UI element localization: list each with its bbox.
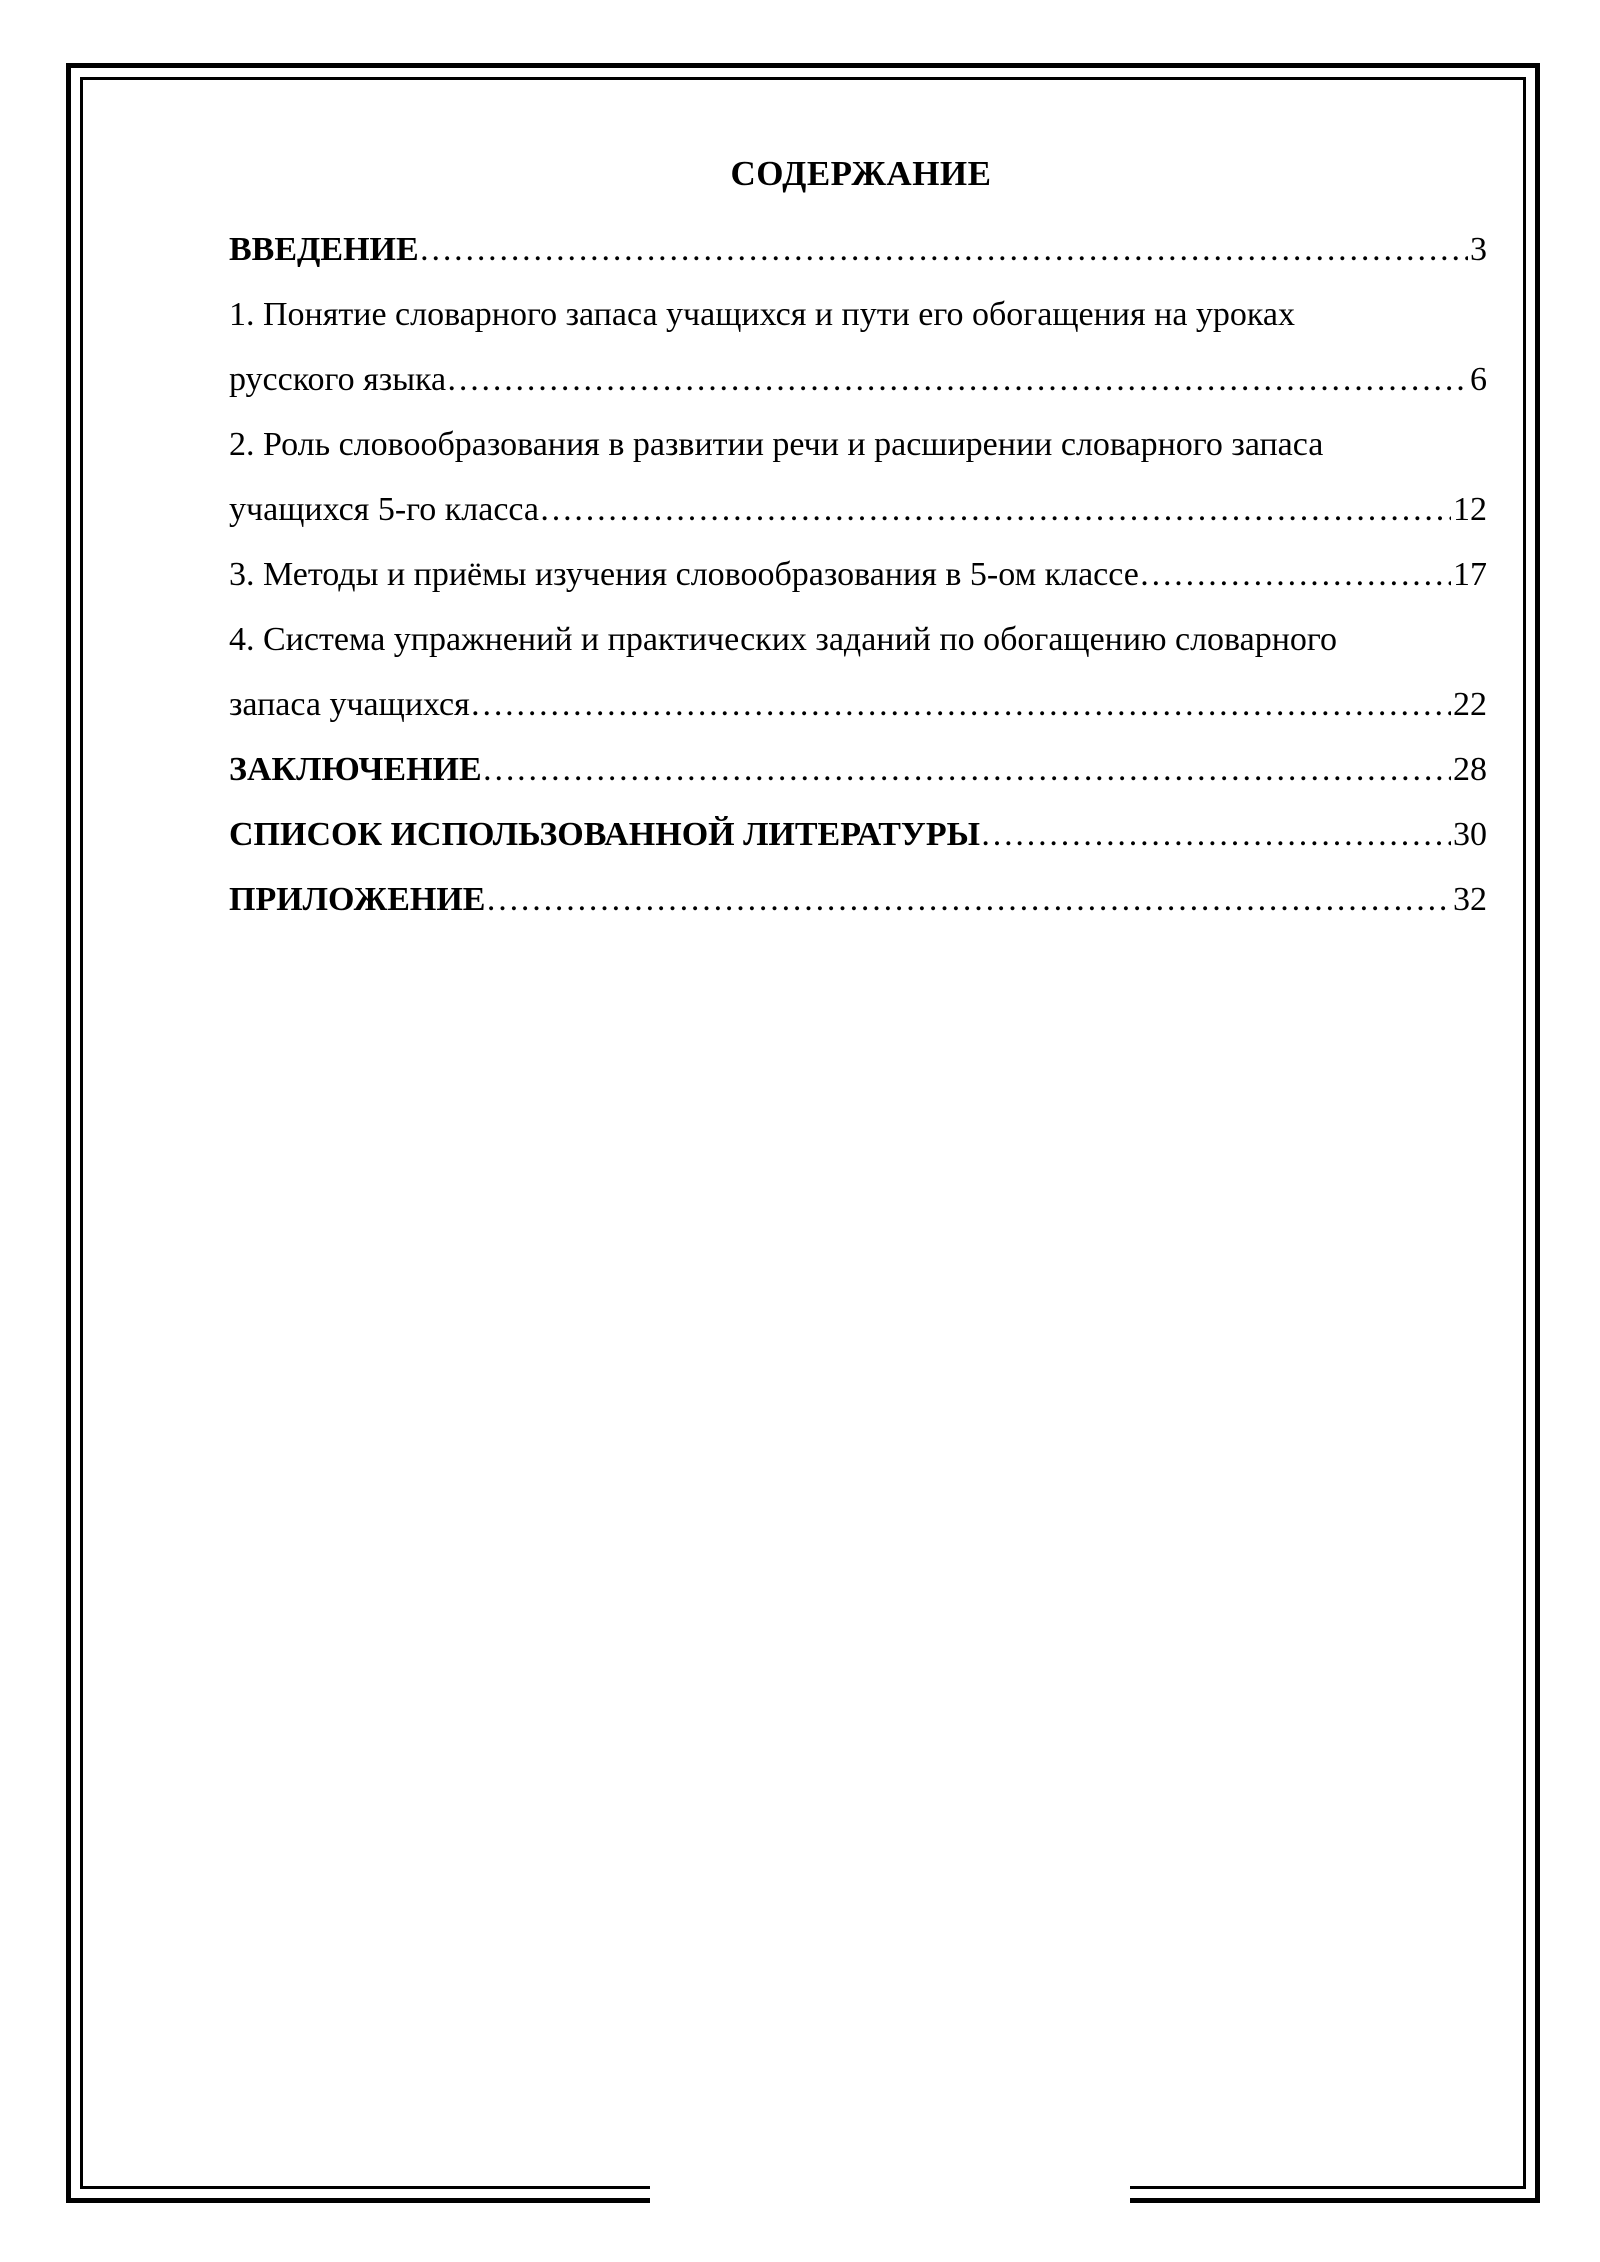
toc-entry-first-line: 1. Понятие словарного запаса учащихся и пути его обогащения на уроках xyxy=(229,296,1296,333)
toc-page-number: 32 xyxy=(1453,881,1487,918)
toc-entry xyxy=(229,412,1487,542)
toc-entry-title: ЗАКЛЮЧЕНИЕ xyxy=(229,751,482,788)
toc-entry-title: ВВЕДЕНИЕ xyxy=(229,231,419,268)
toc-dot-leader xyxy=(1139,542,1451,607)
toc-entry xyxy=(229,737,1487,802)
toc-entry-first-line: 2. Роль словообразования в развитии речи и расширении словарного запаса xyxy=(229,426,1324,463)
toc-entry-line xyxy=(229,737,1487,802)
toc-entry-title: русского языка xyxy=(229,361,447,398)
table-of-contents xyxy=(229,217,1487,932)
toc-entry-line xyxy=(229,542,1487,607)
toc-entry-title: ПРИЛОЖЕНИЕ xyxy=(229,881,486,918)
toc-page-number: 3 xyxy=(1470,231,1487,268)
toc-entry-line xyxy=(229,867,1487,932)
toc-entry xyxy=(229,542,1487,607)
toc-page-number: 12 xyxy=(1453,491,1487,528)
toc-entry xyxy=(229,802,1487,867)
toc-entry-line xyxy=(229,217,1487,282)
toc-entry-line xyxy=(229,347,1487,412)
toc-entry-first-line: 4. Система упражнений и практических заданий по обогащению словарного xyxy=(229,621,1338,658)
toc-entry-title: учащихся 5-го класса xyxy=(229,491,540,528)
page-title: СОДЕРЖАНИЕ xyxy=(730,154,992,193)
toc-page-number: 22 xyxy=(1453,686,1487,723)
toc-dot-leader xyxy=(470,672,1451,737)
toc-entry xyxy=(229,607,1487,737)
toc-entry-line xyxy=(229,802,1487,867)
toc-entry-line xyxy=(229,672,1487,737)
toc-entry-title: 3. Методы и приёмы изучения словообразования в 5-ом классе xyxy=(229,556,1139,593)
toc-entry-title: СПИСОК ИСПОЛЬЗОВАННОЙ ЛИТЕРАТУРЫ xyxy=(229,816,980,853)
toc-entry-title: запаса учащихся xyxy=(229,686,470,723)
toc-page-number: 17 xyxy=(1453,556,1487,593)
toc-dot-leader xyxy=(539,477,1451,542)
toc-dot-leader xyxy=(980,802,1451,867)
page-frame-gap xyxy=(650,2180,1130,2210)
toc-page-number: 30 xyxy=(1453,816,1487,853)
toc-dot-leader xyxy=(419,217,1468,282)
toc-dot-leader xyxy=(485,867,1451,932)
toc-entry xyxy=(229,282,1487,412)
toc-entry xyxy=(229,867,1487,932)
toc-entry xyxy=(229,217,1487,282)
toc-entry-line xyxy=(229,477,1487,542)
toc-page-number: 6 xyxy=(1470,361,1487,398)
toc-page-number: 28 xyxy=(1453,751,1487,788)
toc-dot-leader xyxy=(446,347,1468,412)
toc-dot-leader xyxy=(482,737,1451,802)
